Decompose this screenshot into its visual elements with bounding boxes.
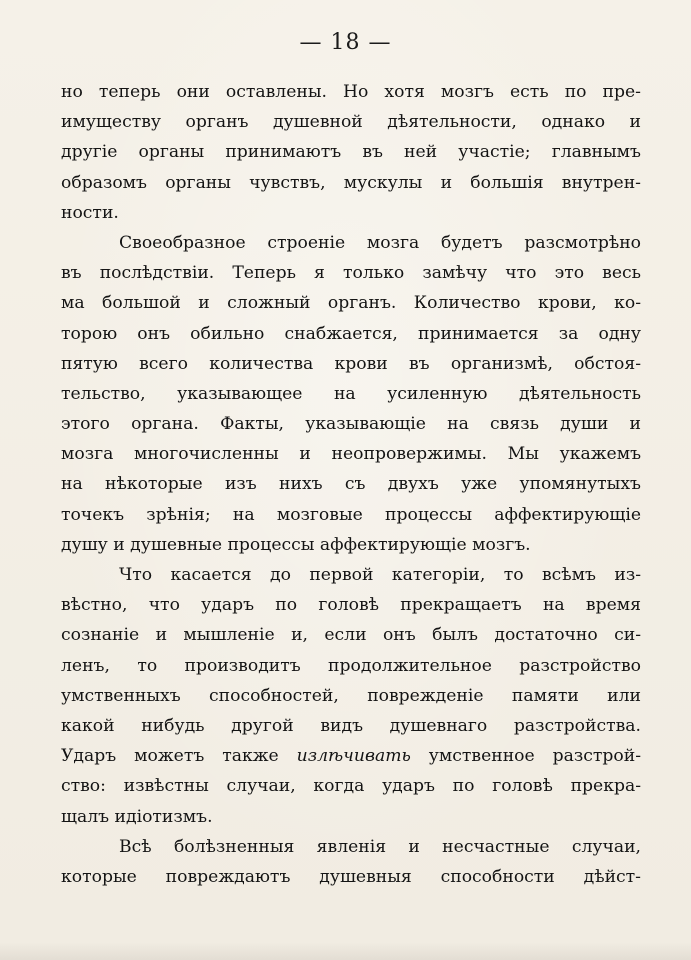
text-line: ство: извѣстны случаи, когда ударъ по головѣ прекра- [61, 776, 641, 797]
text-line: другіе органы принимаютъ въ ней участіе; главнымъ [61, 142, 641, 163]
text-segment: Ударъ можетъ также [61, 746, 297, 767]
text-line: вѣстно, что ударъ по головѣ прекращаетъ на время [61, 595, 641, 616]
text-line: ма большой и сложный органъ. Количество крови, ко- [61, 293, 641, 314]
text-segment: умственное разстрой- [410, 746, 641, 767]
text-line: Что касается до первой категоріи, то всѣмъ из- [119, 565, 641, 585]
text-line: ленъ, то производитъ продолжительное разстройство [61, 655, 641, 676]
body-text [61, 77, 641, 892]
text-line: точекъ зрѣнія; на мозговые процессы аффектирующіе [61, 504, 641, 525]
text-line: ности. [61, 202, 119, 223]
text-line: образомъ органы чувствъ, мускулы и большія внутрен- [61, 172, 641, 193]
text-line: щалъ идіотизмъ. [61, 806, 213, 827]
text-line: но теперь они оставлены. Но хотя мозгъ есть по пре- [61, 82, 641, 102]
text-line: торою онъ обильно снабжается, принимается за одну [61, 323, 641, 344]
text-line: Своеобразное строеніе мозга будетъ разсмотрѣно [119, 232, 641, 253]
text-line: этого органа. Факты, указывающіе на связь души и [61, 414, 641, 435]
text-line: имуществу органъ душевной дѣятельности, однако и [61, 112, 641, 133]
text-line: на нѣкоторые изъ нихъ съ двухъ уже упомянутыхъ [61, 474, 641, 495]
text-line: Всѣ болѣзненныя явленія и несчастные случаи, [119, 836, 641, 857]
page-number: — 18 — [299, 30, 392, 55]
text-line: умственныхъ способностей, поврежденіе памяти или [61, 685, 641, 706]
text-line: мозга многочисленны и неопровержимы. Мы укажемъ [61, 444, 641, 465]
text-line: тельство, указывающее на усиленную дѣятельность [61, 383, 641, 404]
italic-word: излѣчивать [296, 746, 411, 767]
page-edge-shadow [0, 942, 691, 960]
text-line: въ послѣдствіи. Теперь я только замѣчу что это весь [61, 263, 641, 284]
text-line: сознаніе и мышленіе и, если онъ былъ достаточно си- [61, 625, 641, 646]
text-line: пятую всего количества крови въ организмѣ, обстоя- [61, 353, 641, 374]
text-line: душу и душевные процессы аффектирующіе мозгъ. [61, 534, 531, 555]
text-line-with-italic [61, 741, 641, 771]
text-line: какой нибудь другой видъ душевнаго разстройства. [61, 715, 641, 736]
text-line: которые повреждаютъ душевныя способности дѣйст- [61, 866, 641, 887]
